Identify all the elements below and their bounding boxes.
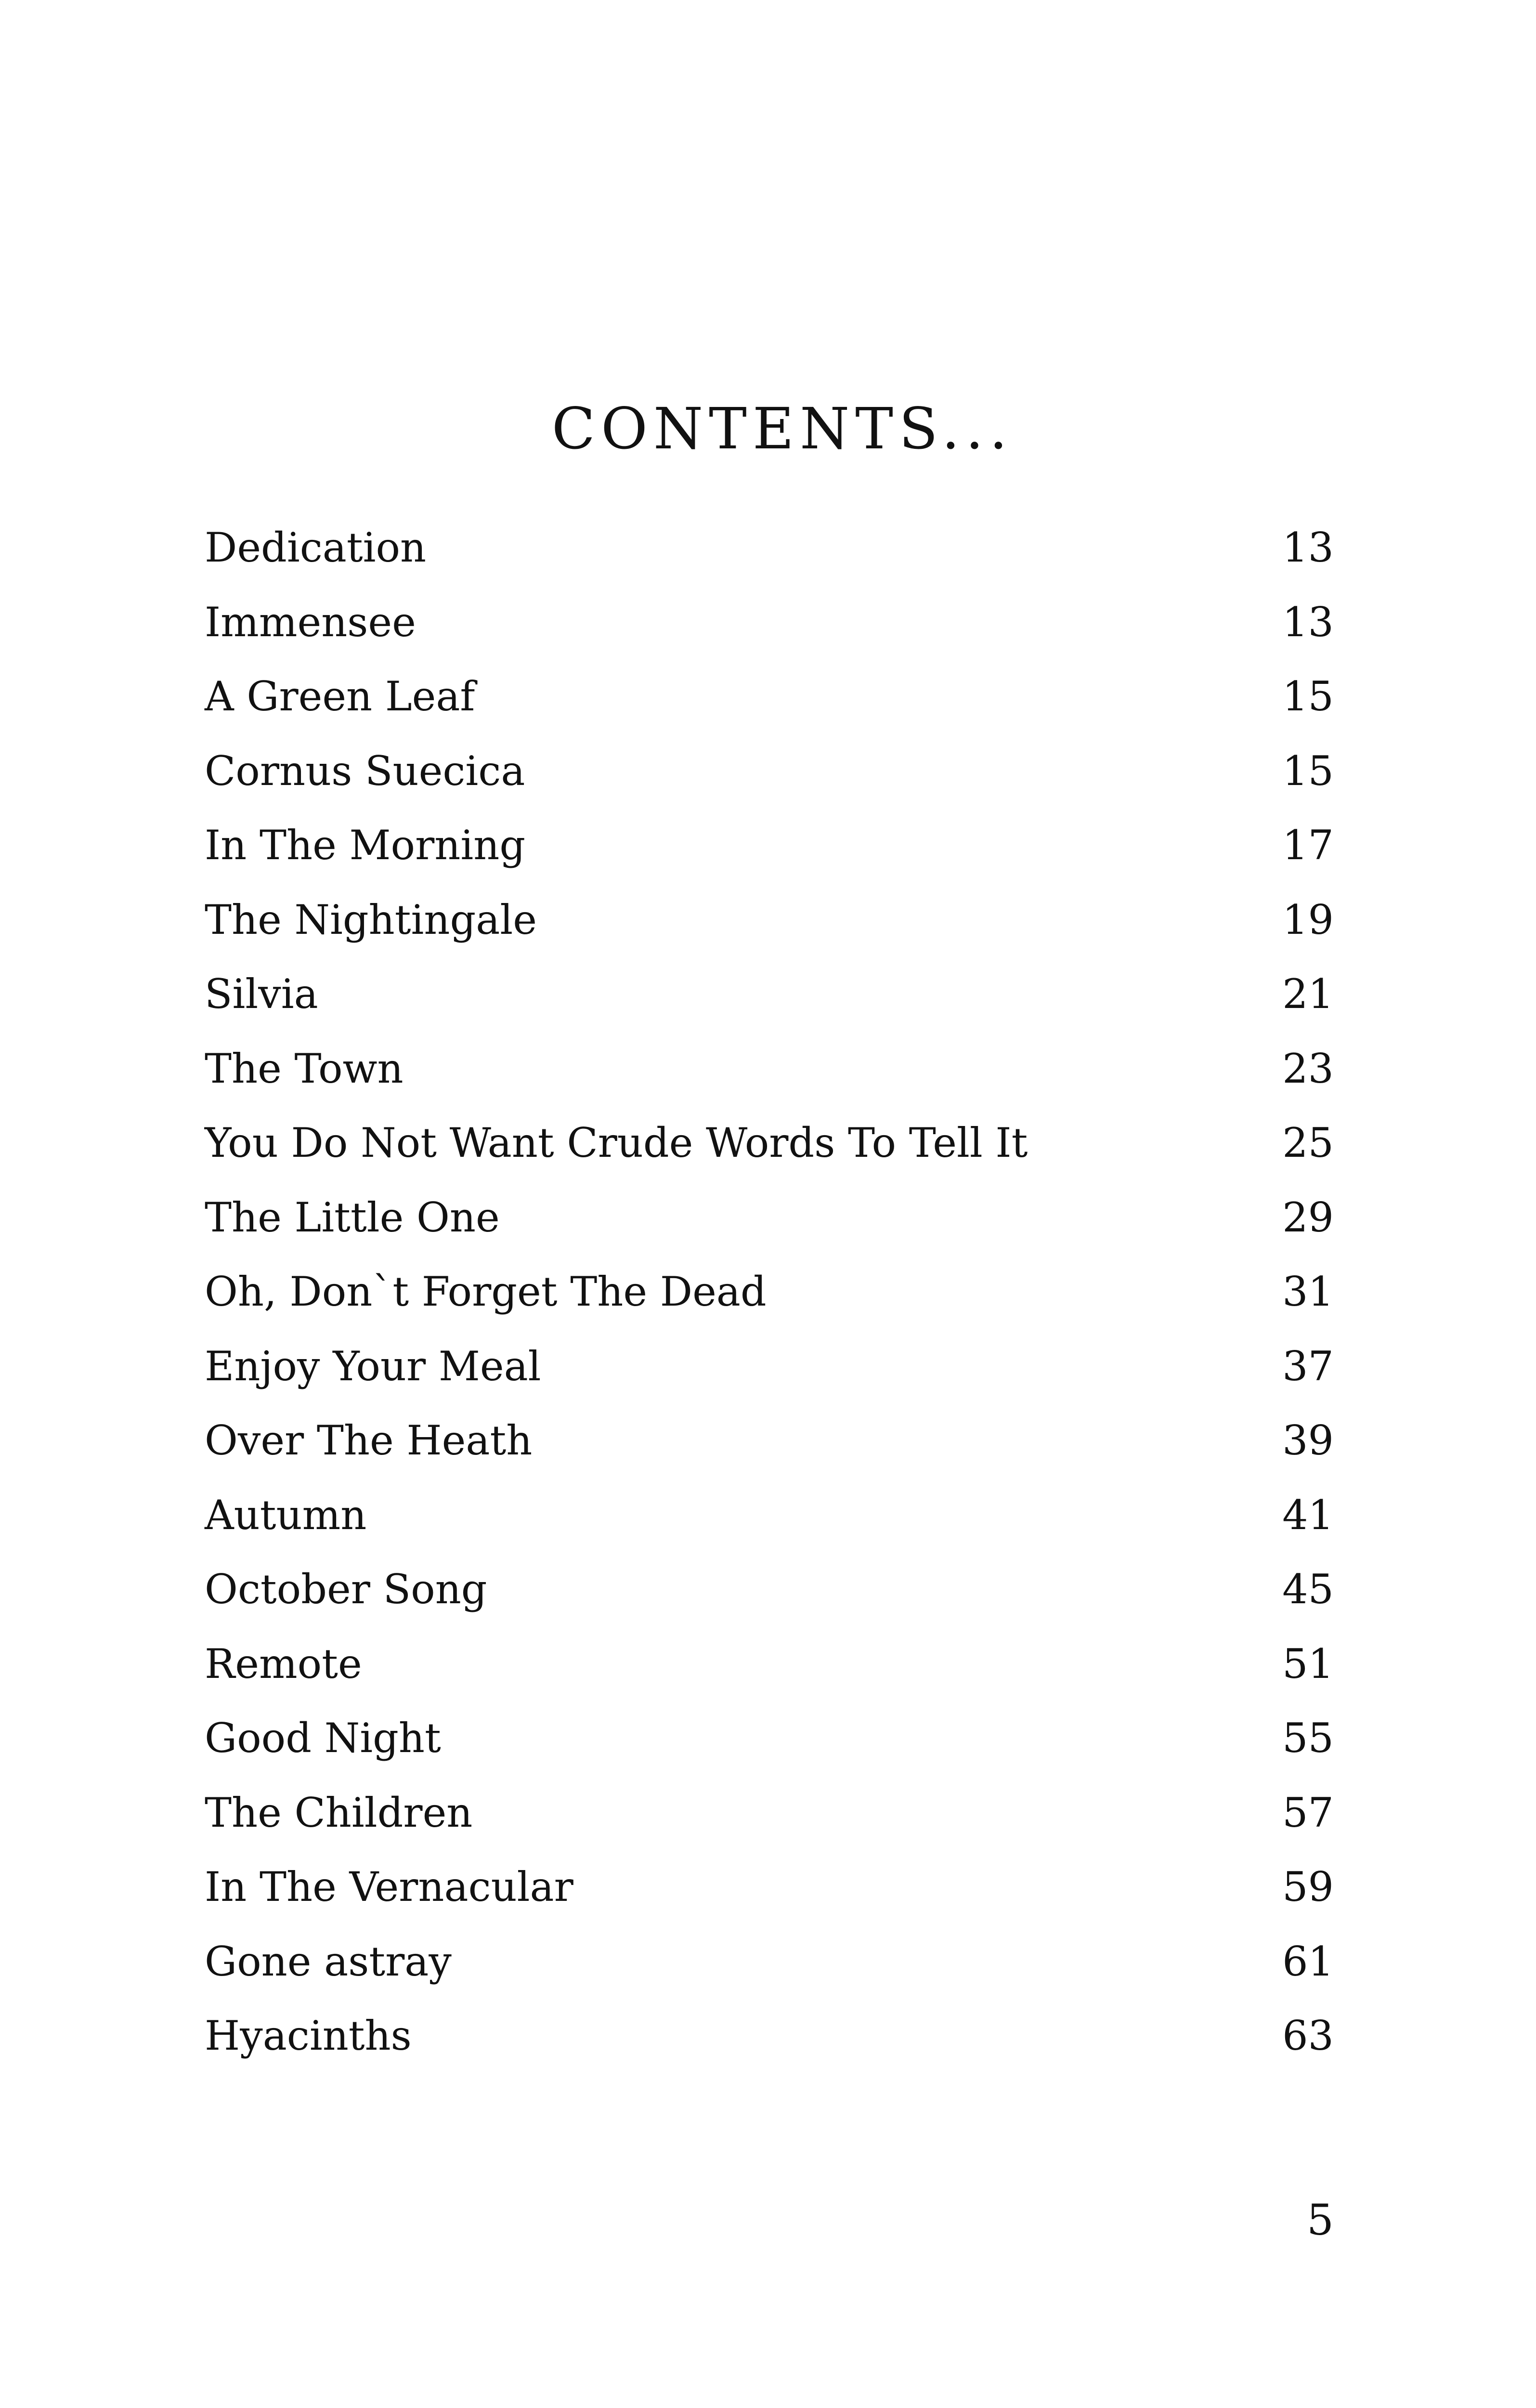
toc-entry-title: Enjoy Your Meal [205,1342,541,1390]
toc-entry-title: Good Night [205,1714,441,1762]
toc-entry-page: 57 [1282,1789,1334,1836]
toc-entry [205,1032,1334,1106]
toc-entry-title: You Do Not Want Crude Words To Tell It [205,1119,1028,1167]
toc-entry-title: The Nightingale [205,896,537,943]
toc-entry-page: 51 [1282,1640,1334,1688]
toc-entry-title: Cornus Suecica [205,747,525,795]
toc-entry-page: 17 [1282,822,1334,869]
toc-entry [205,1701,1334,1776]
toc-entry-title: The Town [205,1045,404,1092]
toc-entry-title: Autumn [205,1491,367,1539]
toc-entry-page: 55 [1282,1714,1334,1762]
toc-entry-page: 29 [1282,1193,1334,1241]
toc-entry [205,883,1334,957]
toc-entry [205,1478,1334,1553]
toc-entry-page: 31 [1282,1268,1334,1316]
toc-entry-title: A Green Leaf [205,673,475,720]
toc-entry [205,808,1334,883]
toc-entry [205,1180,1334,1255]
toc-entry-title: Dedication [205,524,427,572]
toc-entry [205,1776,1334,1850]
table-of-contents [205,510,1334,2073]
toc-entry-page: 15 [1282,673,1334,720]
toc-entry-page: 23 [1282,1045,1334,1092]
toc-entry-page: 37 [1282,1342,1334,1390]
toc-entry-page: 21 [1282,970,1334,1018]
toc-entry [205,659,1334,734]
toc-entry-title: Over The Heath [205,1417,533,1465]
toc-entry [205,1627,1334,1701]
toc-entry [205,957,1334,1032]
toc-entry-title: October Song [205,1566,487,1613]
toc-entry [205,510,1334,585]
toc-entry-title: Gone astray [205,1937,452,1985]
toc-entry-page: 13 [1282,598,1334,646]
toc-entry-page: 13 [1282,524,1334,572]
toc-entry-page: 63 [1282,2012,1334,2060]
toc-entry [205,1999,1334,2073]
toc-entry [205,1850,1334,1924]
contents-title: CONTENTS... [551,395,1014,462]
toc-entry [205,1403,1334,1478]
toc-entry-page: 61 [1282,1937,1334,1985]
page-number: 5 [1307,2195,1334,2245]
toc-entry [205,1106,1334,1180]
toc-entry-page: 19 [1282,896,1334,943]
toc-entry-title: The Little One [205,1193,500,1241]
toc-entry-page: 39 [1282,1417,1334,1465]
toc-entry-page: 15 [1282,747,1334,795]
toc-entry-title: Oh, Don`t Forget The Dead [205,1268,767,1316]
toc-entry-title: The Children [205,1789,473,1836]
toc-entry [205,1255,1334,1329]
toc-entry-page: 45 [1282,1566,1334,1613]
toc-entry [205,1552,1334,1627]
toc-entry-title: In The Morning [205,822,526,869]
toc-entry-page: 41 [1282,1491,1334,1539]
toc-entry [205,1329,1334,1404]
toc-entry-page: 25 [1282,1119,1334,1167]
toc-entry-title: Silvia [205,970,318,1018]
toc-entry-title: Immensee [205,598,416,646]
toc-entry-title: In The Vernacular [205,1863,573,1911]
toc-entry [205,734,1334,809]
toc-entry [205,1924,1334,1999]
toc-entry-title: Remote [205,1640,362,1688]
toc-entry-page: 59 [1282,1863,1334,1911]
toc-entry-title: Hyacinths [205,2012,412,2060]
toc-entry [205,585,1334,660]
